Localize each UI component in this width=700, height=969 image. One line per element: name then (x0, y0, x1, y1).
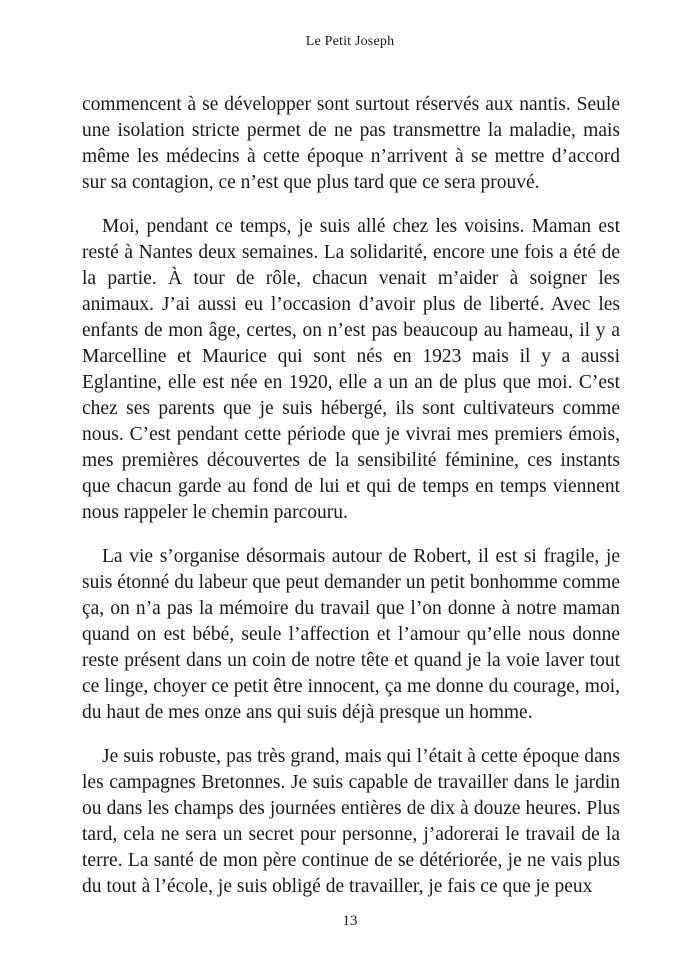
paragraph: Je suis robuste, pas très grand, mais qui l’était à cette époque dans les campagnes Bretonnes. Je suis capable de travailler dans le jardin ou dans les champs des journées entières de dix à douze heures. Plus tard, cela ne sera un secret pour personne, j’adorerai le travail de la terre. La santé de mon père continue de se détériorée, je ne vais plus du tout à l’école, je suis obligé de travailler, je fais ce que je peux (82, 746, 620, 897)
paragraph: La vie s’organise désormais autour de Robert, il est si fragile, je suis étonné du labeur que peut demander un petit bonhomme comme ça, on n’a pas la mémoire du travail que l’on donne à notre maman quand on est bébé, seule l’affection et l’amour qu’elle nous donne reste présent dans un coin de notre tête et quand je la voie laver tout ce linge, choyer ce petit être innocent, ça me donne du courage, moi, du haut de mes onze ans qui suis déjà presque un homme. (82, 546, 620, 723)
running-header: Le Petit Joseph (305, 34, 395, 49)
paragraph: Moi, pendant ce temps, je suis allé chez les voisins. Maman est resté à Nantes deux semaines. La solidarité, encore une fois a été de la partie. À tour de rôle, chacun venait m’aider à soigner les animaux. J’ai aussi eu l’occasion d’avoir plus de liberté. Avec les enfants de mon âge, certes, on n’est pas beaucoup au hameau, il y a Marcelline et Maurice qui sont nés en 1923 mais il y a aussi Eglantine, elle est née en 1920, elle a un an de plus que moi. C’est chez ses parents que je suis hébergé, ils sont cultivateurs comme nous. C’est pendant cette période que je vivrai mes premiers émois, mes premières découvertes de la sensibilité féminine, ces instants que chacun garde au fond de lui et qui de temps en temps viennent nous rappeler le chemin parcouru. (82, 216, 620, 523)
page-number: 13 (342, 913, 358, 929)
body-text (82, 92, 620, 900)
paragraph-continuation: commencent à se développer sont surtout réservés aux nantis. Seule une isolation stricte permet de ne pas transmettre la maladie, mais même les médecins à cette époque n’arrivent à se mettre d’accord sur sa contagion, ce n’est que plus tard que ce sera prouvé. (82, 94, 620, 193)
